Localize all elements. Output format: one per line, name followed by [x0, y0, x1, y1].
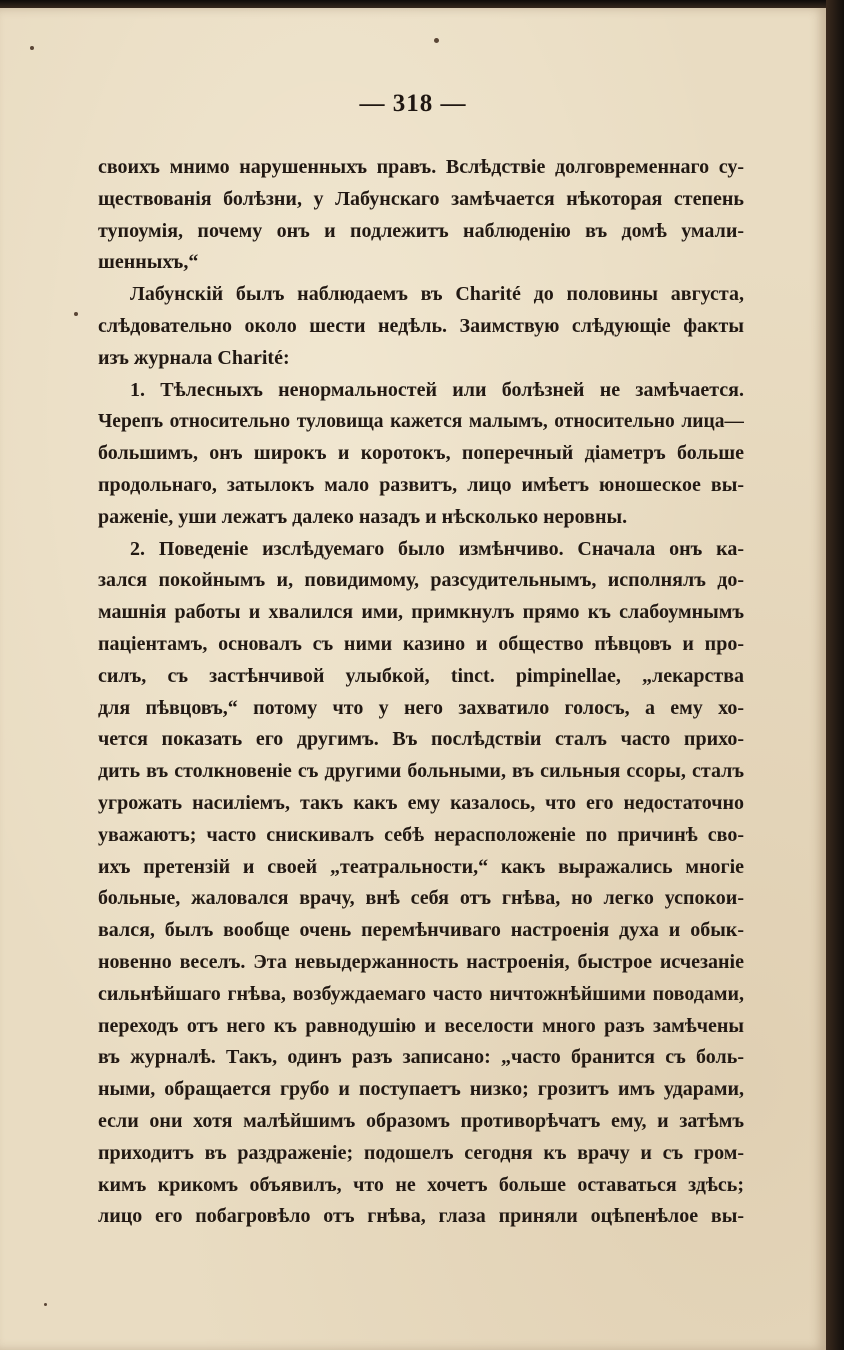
text-line: приходитъ въ раздраженіе; подошелъ сегодня къ врачу и съ гром-	[98, 1141, 744, 1164]
text-line: угрожать насиліемъ, такъ какъ ему казалось, что его недостаточно	[98, 791, 744, 814]
text-line: кимъ крикомъ объявилъ, что не хочетъ больше оставаться здѣсь;	[98, 1173, 744, 1196]
text-line: 2. Поведеніе изслѣдуемаго было измѣнчиво. Сначала онъ ка-	[130, 537, 744, 560]
paper-speck	[434, 38, 439, 43]
text-line: Лабунскій былъ наблюдаемъ въ Charité до половины августа,	[130, 283, 744, 306]
text-line: машнія работы и хвалился ими, примкнулъ прямо къ слабоумнымъ	[98, 601, 744, 624]
text-line: тупоумія, почему онъ и подлежитъ наблюденію въ домѣ умали-	[98, 219, 744, 242]
text-line: больные, жаловался врачу, внѣ себя отъ гнѣва, но легко успокои-	[98, 887, 744, 910]
body-text	[98, 152, 744, 1233]
page-number: — 318 —	[359, 90, 467, 117]
text-line: вался, былъ вообще очень перемѣнчиваго настроенія духа и обык-	[98, 919, 744, 942]
paper-speck	[30, 46, 34, 50]
text-line: уважаютъ; часто снискивалъ себѣ нерасположеніе по причинѣ сво-	[98, 823, 744, 846]
text-line: изъ журнала Charité:	[98, 346, 290, 369]
text-line: для пѣвцовъ,“ потому что у него захватило голосъ, а ему хо-	[98, 696, 744, 719]
text-line: большимъ, онъ широкъ и коротокъ, поперечный діаметръ больше	[98, 442, 744, 465]
text-line: шенныхъ,“	[98, 251, 199, 274]
text-line: продольнаго, затылокъ мало развитъ, лицо имѣетъ юношеское вы-	[98, 473, 744, 496]
book-page	[0, 8, 826, 1350]
page-right-edge	[826, 0, 844, 1350]
text-line: въ журналѣ. Такъ, одинъ разъ записано: „часто бранится съ боль-	[98, 1046, 744, 1069]
text-line: чется показать его другимъ. Въ послѣдствіи сталъ часто прихо-	[98, 728, 744, 751]
text-line: слѣдовательно около шести недѣль. Заимствую слѣдующіе факты	[98, 314, 744, 337]
text-line: Черепъ относительно туловища кажется малымъ, относительно лица—	[98, 411, 744, 433]
text-line: если они хотя малѣйшимъ образомъ противорѣчатъ ему, и затѣмъ	[98, 1109, 744, 1132]
text-line: ществованія болѣзни, у Лабунскаго замѣчается нѣкоторая степень	[98, 187, 744, 210]
text-line: 1. Тѣлесныхъ ненормальностей или болѣзней не замѣчается.	[130, 378, 744, 401]
text-line: сильнѣйшаго гнѣва, возбуждаемаго часто ничтожнѣйшими поводами,	[98, 982, 744, 1005]
text-line: зался покойнымъ и, повидимому, разсудительнымъ, исполнялъ до-	[98, 569, 744, 592]
text-line: новенно веселъ. Эта невыдержанность настроенія, быстрое исчезаніе	[98, 950, 744, 973]
text-line: раженіе, уши лежатъ далеко назадъ и нѣсколько неровны.	[98, 505, 628, 528]
text-line: своихъ мнимо нарушенныхъ правъ. Вслѣдствіе долговременнаго су-	[98, 156, 744, 178]
text-line: дить въ столкновеніе съ другими больными, въ сильныя ссоры, сталъ	[98, 760, 744, 783]
text-line: ихъ претензій и своей „театральности,“ какъ выражались многіе	[98, 855, 744, 878]
paper-speck	[44, 1303, 47, 1306]
text-line: ными, обращается грубо и поступаетъ низко; грозитъ имъ ударами,	[98, 1078, 744, 1101]
text-line: лицо его побагровѣло отъ гнѣва, глаза приняли оцѣпенѣлое вы-	[98, 1205, 744, 1228]
text-line: переходъ отъ него къ равнодушію и веселости много разъ замѣчены	[98, 1014, 744, 1037]
paper-speck	[74, 312, 78, 316]
text-line: силъ, съ застѣнчивой улыбкой, tinct. pimpinellae, „лекарства	[98, 664, 744, 687]
text-line: паціентамъ, основалъ съ ними казино и общество пѣвцовъ и про-	[98, 632, 744, 655]
